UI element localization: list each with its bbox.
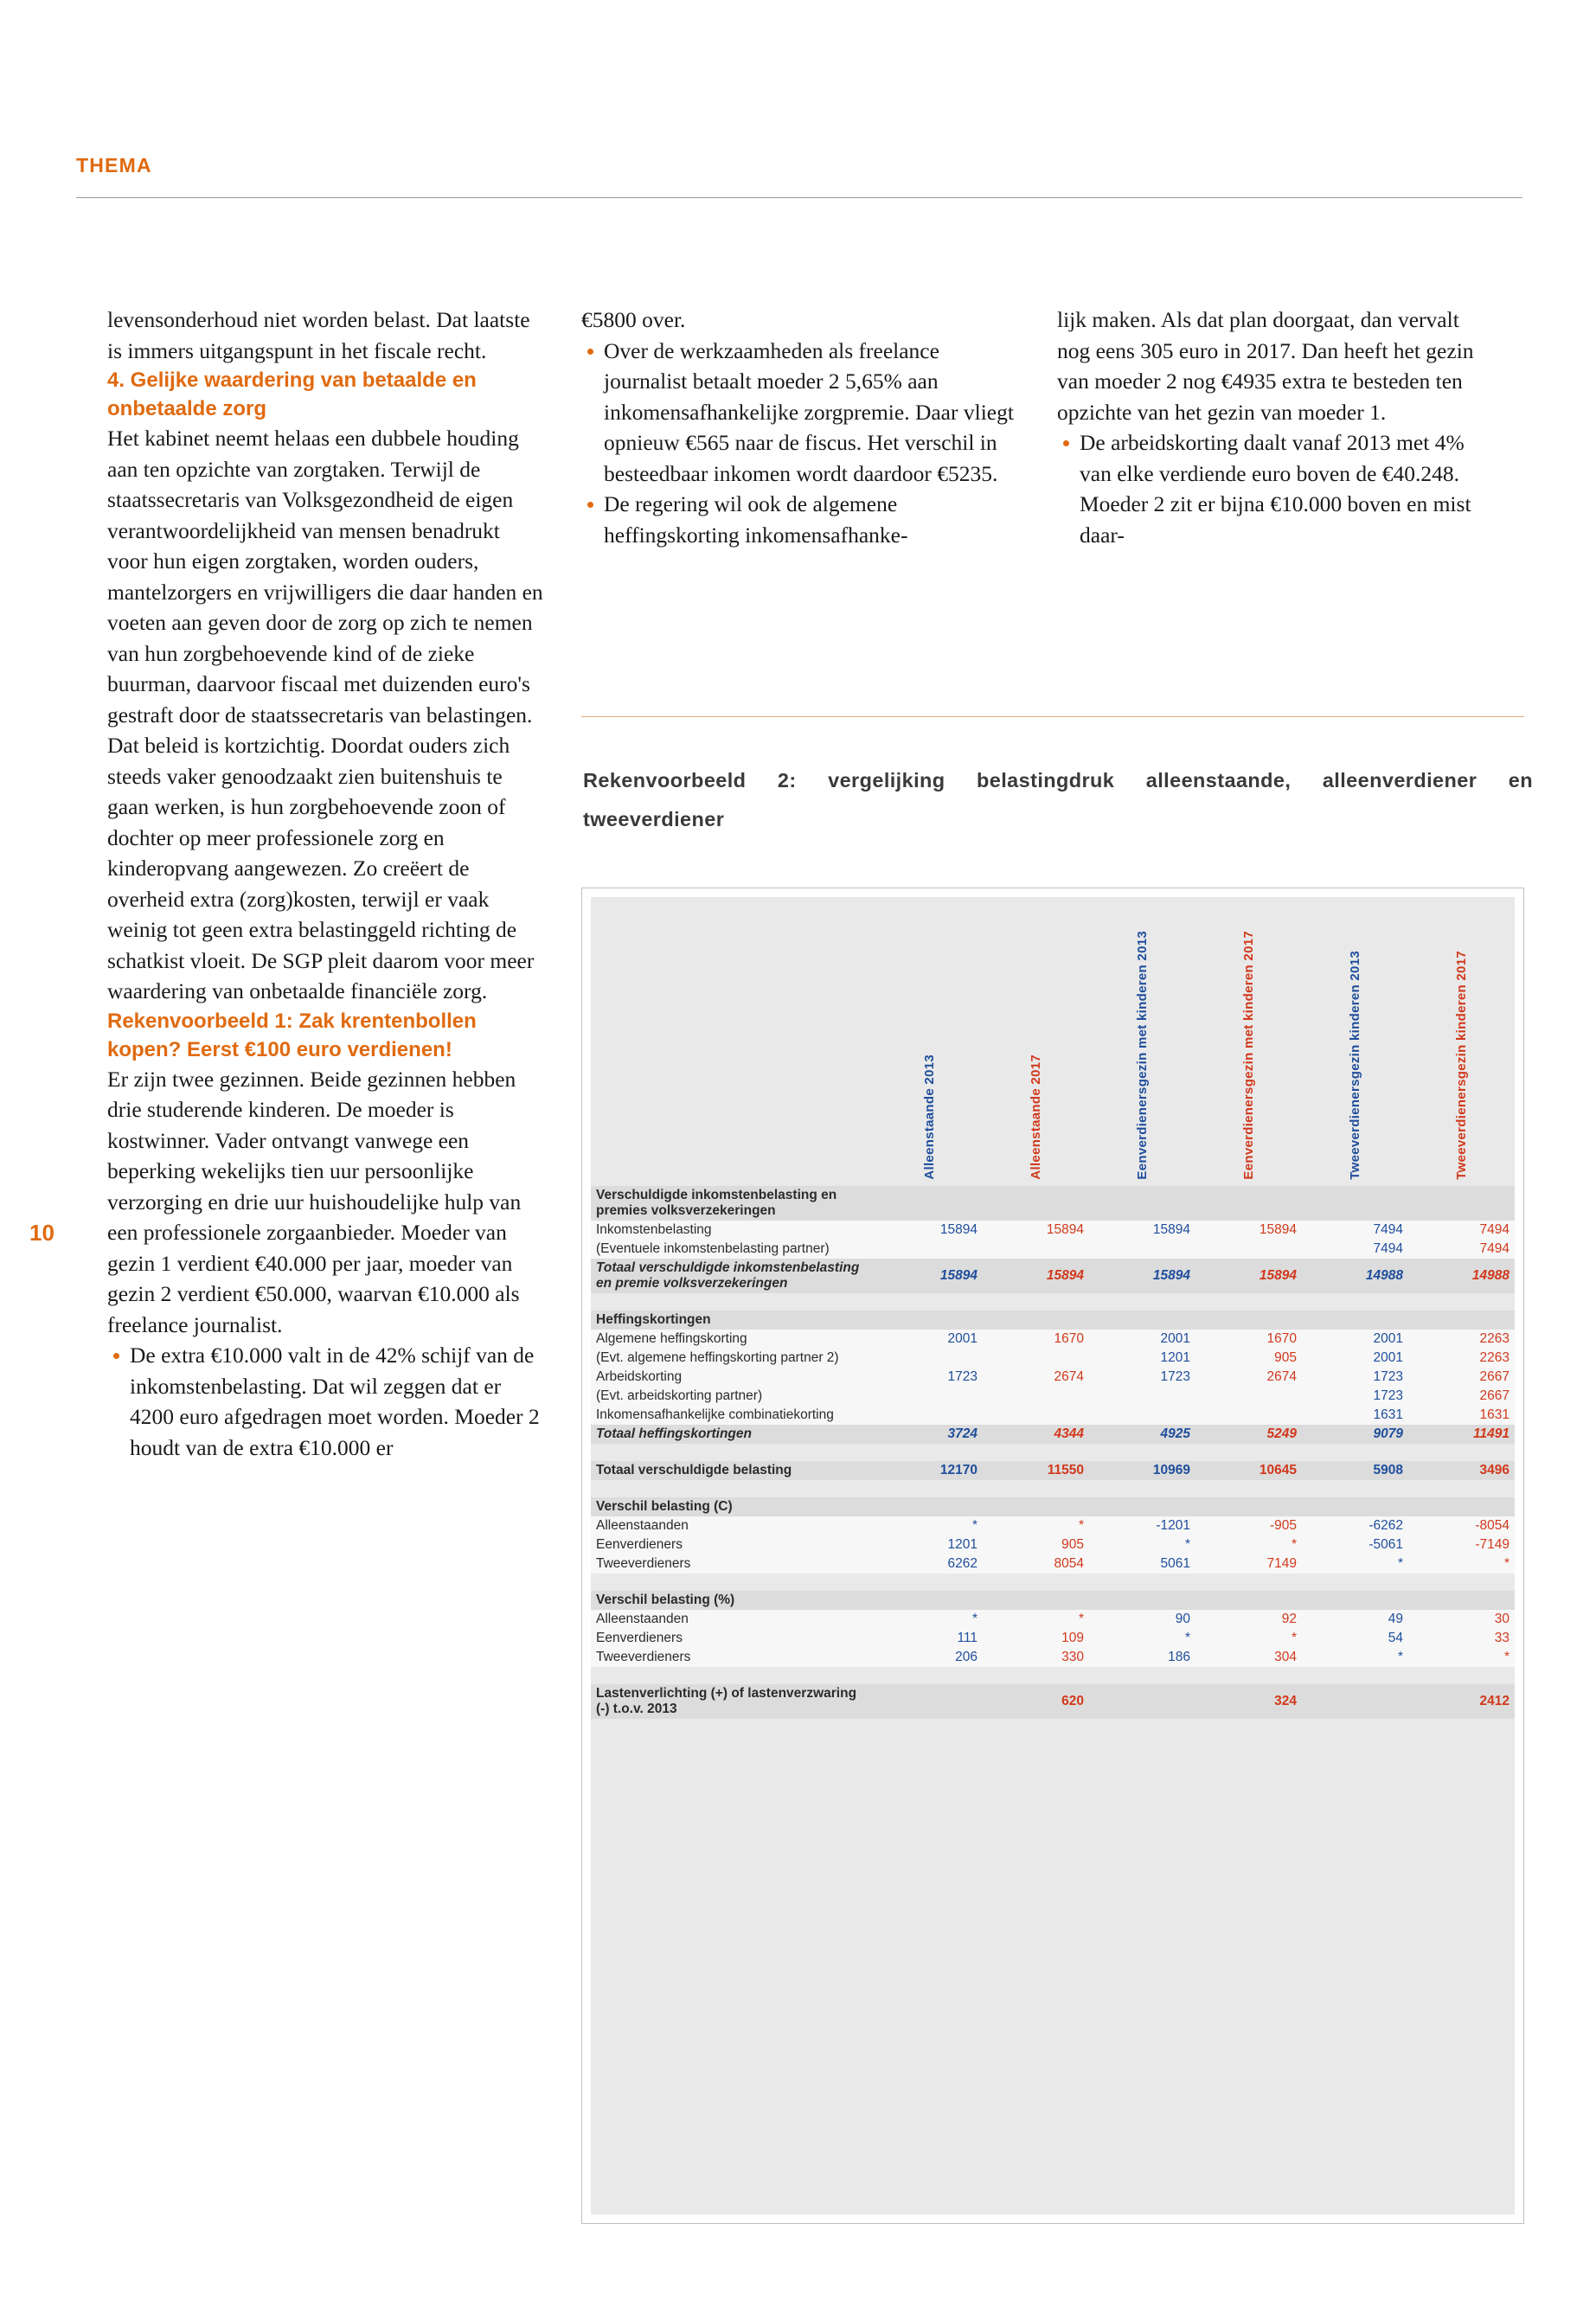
column-header: Alleenstaande 2017: [1029, 1054, 1043, 1180]
cell: *: [983, 1610, 1089, 1629]
cell: 2001: [1302, 1349, 1408, 1368]
table-row: [591, 1516, 1515, 1535]
table-row: [591, 1629, 1515, 1648]
spacer-row: [591, 1480, 1515, 1497]
cell: 8054: [983, 1554, 1089, 1574]
cell: -6262: [1302, 1516, 1408, 1535]
cell: 15894: [983, 1221, 1089, 1240]
cell: 2667: [1408, 1368, 1515, 1387]
cell: 1723: [1089, 1368, 1195, 1387]
cell: 15894: [1089, 1221, 1195, 1240]
cell: [1195, 1406, 1302, 1425]
table-total-row: [591, 1259, 1515, 1293]
cell: 15894: [876, 1221, 983, 1240]
cell: 2001: [876, 1330, 983, 1349]
section-header: THEMA: [76, 154, 152, 176]
cell: [1302, 1684, 1408, 1719]
cell: 5061: [1089, 1554, 1195, 1574]
paragraph-intro: levensonderhoud niet worden belast. Dat laatste is immers uitgangspunt in het fiscale recht.: [107, 307, 530, 363]
cell: 92: [1195, 1610, 1302, 1629]
cell: *: [1408, 1554, 1515, 1574]
figure-table-container: [581, 888, 1524, 2224]
paragraph-continuation: €5800 over.: [581, 307, 686, 332]
cell: 2001: [1302, 1330, 1408, 1349]
column-header: Tweeverdienersgezin kinderen 2013: [1348, 951, 1362, 1180]
cell: 206: [876, 1648, 983, 1667]
cell: 6262: [876, 1554, 983, 1574]
cell: 1723: [1302, 1387, 1408, 1406]
table-section-title-row: [591, 1497, 1515, 1516]
column-header: Tweeverdienersgezin kinderen 2017: [1454, 951, 1469, 1180]
cell: 90: [1089, 1610, 1195, 1629]
cell: *: [1195, 1629, 1302, 1648]
bullet-list-col3: [1057, 427, 1490, 550]
cell: 7494: [1302, 1240, 1408, 1259]
cell: -7149: [1408, 1535, 1515, 1554]
cell: 1723: [876, 1368, 983, 1387]
cell: 5908: [1302, 1461, 1408, 1480]
paragraph-kabinet: Het kabinet neemt helaas een dubbele houding aan ten opzichte van zorgtaken. Terwijl de staatssecretaris van Volksgezondheid de eigen verantwoordelijkheid van mensen benadrukt voor hun eigen zorgtaken, worden ouders, mantelzorgers en vrijwilligers die daar handen en voeten aan geven door de zorg op zich te nemen van hun zorgbehoevende kind of de zieke buurman, daarvoor fiscaal met duizenden euro's gestraft door de staatssecretaris van belastingen. Dat beleid is kortzichtig. Doordat ouders zich steeds vaker genoodzaakt zien buitenshuis te gaan werken, is hun zorgbehoevende zoon of dochter op meer professionele zorg en kinderopvang aangewezen. Zo creëert de overheid extra (zorg)kosten, terwijl er vaak weinig tot geen extra belastinggeld richting de schatkist vloeit. De SGP pleit daarom voor meer waardering van onbetaalde financiële zorg.: [107, 426, 543, 1003]
caption-word: Rekenvoorbeeld: [583, 769, 747, 792]
cell: 186: [1089, 1648, 1195, 1667]
table-header-row: [591, 897, 1515, 1186]
table-grand-total-row: [591, 1461, 1515, 1480]
cell: 1201: [1089, 1349, 1195, 1368]
cell: [1195, 1387, 1302, 1406]
cell: 11550: [983, 1461, 1089, 1480]
cell: 2263: [1408, 1349, 1515, 1368]
row-label: (Evt. algemene heffingskorting partner 2): [591, 1349, 876, 1368]
paragraph-continuation: lijk maken. Als dat plan doorgaat, dan vervalt nog eens 305 euro in 2017. Dan heeft het gezin van moeder 2 nog €4935 extra te besteden ten opzichte van het gezin van moeder 1.: [1057, 307, 1474, 425]
row-label: Arbeidskorting: [591, 1368, 876, 1387]
cell: 111: [876, 1629, 983, 1648]
cell: -8054: [1408, 1516, 1515, 1535]
caption-word: vergelijking: [828, 769, 945, 792]
cell: [1195, 1240, 1302, 1259]
cell: 4925: [1089, 1425, 1195, 1444]
cell: 15894: [1089, 1259, 1195, 1293]
table-row: [591, 1387, 1515, 1406]
cell: [876, 1240, 983, 1259]
caption-word: en: [1508, 769, 1533, 792]
list-item: De extra €10.000 valt in de 42% schijf van de inkomstenbelasting. Dat wil zeggen dat er 4200 euro afgedragen moet worden. Moeder 2 houdt van de extra €10.000 er: [107, 1340, 544, 1463]
row-label: Tweeverdieners: [591, 1648, 876, 1667]
figure-caption: [583, 761, 1533, 839]
row-label: Alleenstaanden: [591, 1610, 876, 1629]
table-row: [591, 1406, 1515, 1425]
text-column-3: [1057, 304, 1490, 550]
table-row: [591, 1648, 1515, 1667]
column-header: Eenverdienersgezin met kinderen 2013: [1135, 931, 1150, 1180]
column-header: Alleenstaande 2013: [922, 1054, 937, 1180]
table-row: [591, 1554, 1515, 1574]
cell: 2263: [1408, 1330, 1515, 1349]
cell: 2412: [1408, 1684, 1515, 1719]
row-label: Inkomensafhankelijke combinatiekorting: [591, 1406, 876, 1425]
table-row: [591, 1535, 1515, 1554]
page-number: 10: [29, 1220, 54, 1246]
row-label: Alleenstaanden: [591, 1516, 876, 1535]
cell: *: [1089, 1629, 1195, 1648]
comparison-table: [591, 897, 1515, 1719]
cell: 1723: [1302, 1368, 1408, 1387]
table-row: [591, 1349, 1515, 1368]
cell: 2674: [983, 1368, 1089, 1387]
list-item: Over de werkzaamheden als freelance journalist betaalt moeder 2 5,65% aan inkomensafhankelijke zorgpremie. Daar vliegt opnieuw €565 naar de fiscus. Het verschil in besteedbaar inkomen wordt daardoor €5235.: [581, 336, 1014, 490]
row-label: Eenverdieners: [591, 1629, 876, 1648]
cell: 905: [1195, 1349, 1302, 1368]
cell: *: [876, 1516, 983, 1535]
figure-divider: [581, 716, 1524, 717]
cell: 324: [1195, 1684, 1302, 1719]
cell: [1089, 1387, 1195, 1406]
cell: 3496: [1408, 1461, 1515, 1480]
cell: 7494: [1408, 1221, 1515, 1240]
cell: -5061: [1302, 1535, 1408, 1554]
cell: 1201: [876, 1535, 983, 1554]
cell: 620: [983, 1684, 1089, 1719]
cell: 30: [1408, 1610, 1515, 1629]
cell: 14988: [1302, 1259, 1408, 1293]
cell: 33: [1408, 1629, 1515, 1648]
table-footer-row: [591, 1684, 1515, 1719]
cell: [1089, 1240, 1195, 1259]
table-section-title-row: [591, 1311, 1515, 1330]
cell: [1089, 1684, 1195, 1719]
row-label: Lastenverlichting (+) of lastenverzwaring (-) t.o.v. 2013: [591, 1684, 876, 1719]
cell: -1201: [1089, 1516, 1195, 1535]
section-title: Verschil belasting (%): [591, 1591, 876, 1610]
cell: 2667: [1408, 1387, 1515, 1406]
cell: [876, 1387, 983, 1406]
spacer-row: [591, 1574, 1515, 1591]
cell: *: [983, 1516, 1089, 1535]
caption-word: alleenstaande,: [1145, 769, 1292, 792]
cell: [983, 1349, 1089, 1368]
row-label: Totaal heffingskortingen: [591, 1425, 876, 1444]
caption-word: belastingdruk: [977, 769, 1115, 792]
cell: *: [1302, 1648, 1408, 1667]
cell: [876, 1406, 983, 1425]
cell: 905: [983, 1535, 1089, 1554]
row-label: Inkomstenbelasting: [591, 1221, 876, 1240]
cell: 1631: [1302, 1406, 1408, 1425]
cell: [1089, 1406, 1195, 1425]
subheading-gelijke-waardering: 4. Gelijke waardering van betaalde en onbetaalde zorg: [107, 369, 477, 420]
cell: 7494: [1302, 1221, 1408, 1240]
caption-word: 2:: [777, 769, 797, 792]
bullet-list-col2: [581, 336, 1014, 551]
subheading-rekenvoorbeeld-1: Rekenvoorbeeld 1: Zak krentenbollen kopen? Eerst €100 euro verdienen!: [107, 1009, 477, 1061]
cell: 2001: [1089, 1330, 1195, 1349]
cell: [983, 1240, 1089, 1259]
cell: 1631: [1408, 1406, 1515, 1425]
spacer-row: [591, 1293, 1515, 1311]
section-title: Verschuldigde inkomstenbelasting en premies volksverzekeringen: [591, 1186, 876, 1221]
row-label: (Eventuele inkomstenbelasting partner): [591, 1240, 876, 1259]
cell: 10969: [1089, 1461, 1195, 1480]
table-section-title-row: [591, 1186, 1515, 1221]
table-row: [591, 1330, 1515, 1349]
cell: *: [1302, 1554, 1408, 1574]
text-column-1: [107, 304, 544, 1463]
row-label: Tweeverdieners: [591, 1554, 876, 1574]
row-label: Algemene heffingskorting: [591, 1330, 876, 1349]
caption-word: alleenverdiener: [1322, 769, 1477, 792]
cell: 49: [1302, 1610, 1408, 1629]
table-row: [591, 1221, 1515, 1240]
list-item: De arbeidskorting daalt vanaf 2013 met 4% van elke verdiende euro boven de €40.248. Moeder 2 zit er bijna €10.000 boven en mist daar-: [1057, 427, 1490, 550]
cell: [876, 1684, 983, 1719]
cell: 54: [1302, 1629, 1408, 1648]
cell: *: [1089, 1535, 1195, 1554]
row-label: Totaal verschuldigde inkomstenbelasting en premie volksverzekeringen: [591, 1259, 876, 1293]
table-total-row: [591, 1425, 1515, 1444]
cell: [876, 1349, 983, 1368]
row-label: Eenverdieners: [591, 1535, 876, 1554]
cell: 330: [983, 1648, 1089, 1667]
cell: 15894: [1195, 1259, 1302, 1293]
cell: [983, 1406, 1089, 1425]
list-item: De regering wil ook de algemene heffingskorting inkomensafhanke-: [581, 489, 1014, 550]
section-title: Heffingskortingen: [591, 1311, 876, 1330]
cell: *: [1195, 1535, 1302, 1554]
cell: 12170: [876, 1461, 983, 1480]
cell: -905: [1195, 1516, 1302, 1535]
cell: 4344: [983, 1425, 1089, 1444]
cell: 2674: [1195, 1368, 1302, 1387]
paragraph-twee-gezinnen: Er zijn twee gezinnen. Beide gezinnen hebben drie studerende kinderen. De moeder is kostwinner. Vader ontvangt vanwege een beperking wekelijks tien uur persoonlijke verzorging en drie uur huishoudelijke hulp van een professionele zorgaanbieder. Moeder van gezin 1 verdient €40.000 per jaar, moeder van gezin 2 verdient €50.000, waarvan €10.000 als freelance journalist.: [107, 1066, 522, 1337]
cell: *: [1408, 1648, 1515, 1667]
cell: [983, 1387, 1089, 1406]
cell: 5249: [1195, 1425, 1302, 1444]
cell: 304: [1195, 1648, 1302, 1667]
cell: 1670: [1195, 1330, 1302, 1349]
spacer-row: [591, 1667, 1515, 1684]
cell: 7149: [1195, 1554, 1302, 1574]
table-section-title-row: [591, 1591, 1515, 1610]
column-header: Eenverdienersgezin met kinderen 2017: [1241, 931, 1256, 1180]
table-row: [591, 1368, 1515, 1387]
cell: 15894: [876, 1259, 983, 1293]
cell: 15894: [1195, 1221, 1302, 1240]
cell: 10645: [1195, 1461, 1302, 1480]
cell: 15894: [983, 1259, 1089, 1293]
section-title: Verschil belasting (C): [591, 1497, 876, 1516]
cell: 11491: [1408, 1425, 1515, 1444]
cell: 1670: [983, 1330, 1089, 1349]
cell: 3724: [876, 1425, 983, 1444]
table-row: [591, 1610, 1515, 1629]
text-column-2: [581, 304, 1014, 550]
cell: 109: [983, 1629, 1089, 1648]
spacer-row: [591, 1444, 1515, 1461]
row-label: (Evt. arbeidskorting partner): [591, 1387, 876, 1406]
row-label: Totaal verschuldigde belasting: [591, 1461, 876, 1480]
caption-line-2: tweeverdiener: [583, 808, 725, 830]
cell: 7494: [1408, 1240, 1515, 1259]
bullet-list-col1: [107, 1340, 544, 1463]
table-row: [591, 1240, 1515, 1259]
cell: 14988: [1408, 1259, 1515, 1293]
header-divider: [76, 197, 1522, 198]
cell: 9079: [1302, 1425, 1408, 1444]
cell: *: [876, 1610, 983, 1629]
